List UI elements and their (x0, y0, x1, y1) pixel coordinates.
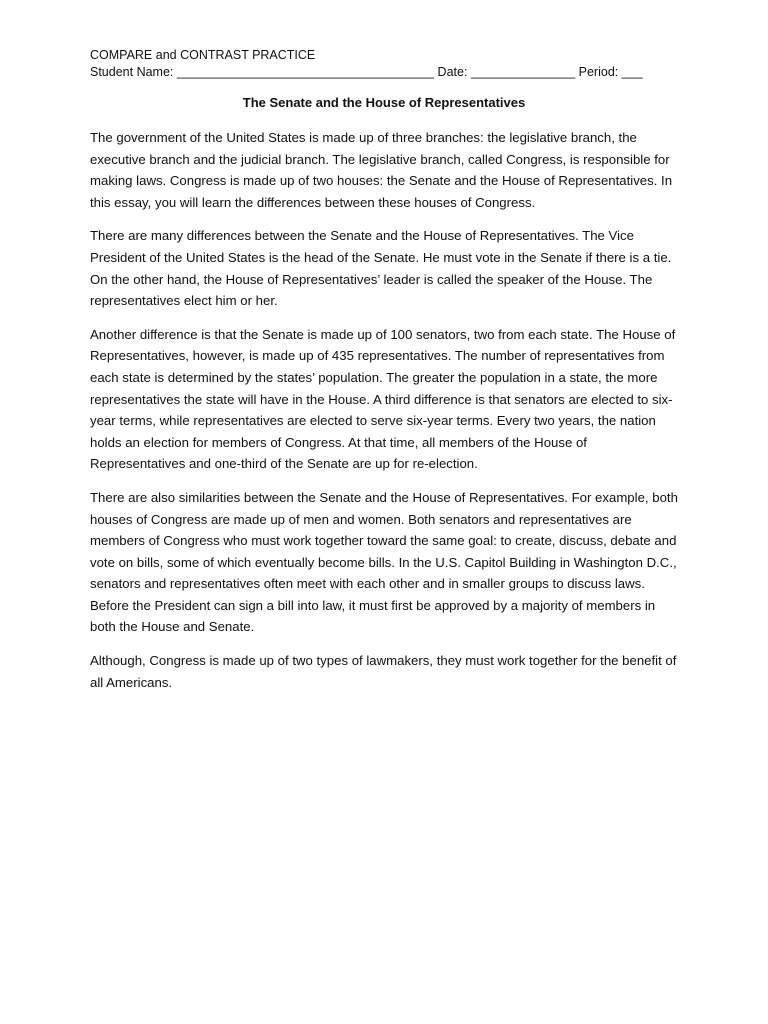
essay-title: The Senate and the House of Representatives (242, 95, 526, 110)
paragraph-differences-membership: Another difference is that the Senate is made up of 100 senators, two from each state. The House of Representatives, however, is made up of 435 representatives. The number of representatives from each state is determined by the states’ population. The greater the population in a state, the more representatives the state will have in the House. A third difference is that senators are elected to six-year terms, while representatives are elected to serve six-year terms. Every two years, the nation holds an election for members of Congress. At that time, all members of the House of Representatives and one-third of the Senate are up for re-election. (90, 326, 676, 472)
paragraph-conclusion: Although, Congress is made up of two types of lawmakers, they must work together for the benefit of all Americans. (90, 653, 677, 690)
worksheet-header (90, 47, 690, 81)
essay-body (90, 127, 682, 705)
paragraph-similarities: There are also similarities between the Senate and the House of Representatives. For example, both houses of Congress are made up of men and women. Both senators and representatives are members of Congress who must work together toward the same goal: to create, discuss, debate and vote on bills, some of which eventually become bills. In the U.S. Capitol Building in Washington D.C., senators and representatives often meet with each other and in smaller groups to discuss laws. Before the President can sign a bill into law, it must first be approved by a majority of members in both the House and Senate. (90, 489, 678, 635)
student-info-line: Student Name: _____________________________________ Date: _______________ Period: ___ (90, 65, 643, 79)
paragraph-intro: The government of the United States is made up of three branches: the legislative branch, the executive branch and the judicial branch. The legislative branch, called Congress, is responsible for making laws. Congress is made up of two houses: the Senate and the House of Representatives. In this essay, you will learn the differences between these houses of Congress. (90, 130, 673, 210)
worksheet-title: COMPARE and CONTRAST PRACTICE (90, 48, 316, 62)
paragraph-differences-leadership: There are many differences between the Senate and the House of Representatives. The Vice President of the United States is the head of the Senate. He must vote in the Senate if there is a tie. On the other hand, the House of Representatives’ leader is called the speaker of the House. The representatives elect him or her. (90, 228, 672, 309)
